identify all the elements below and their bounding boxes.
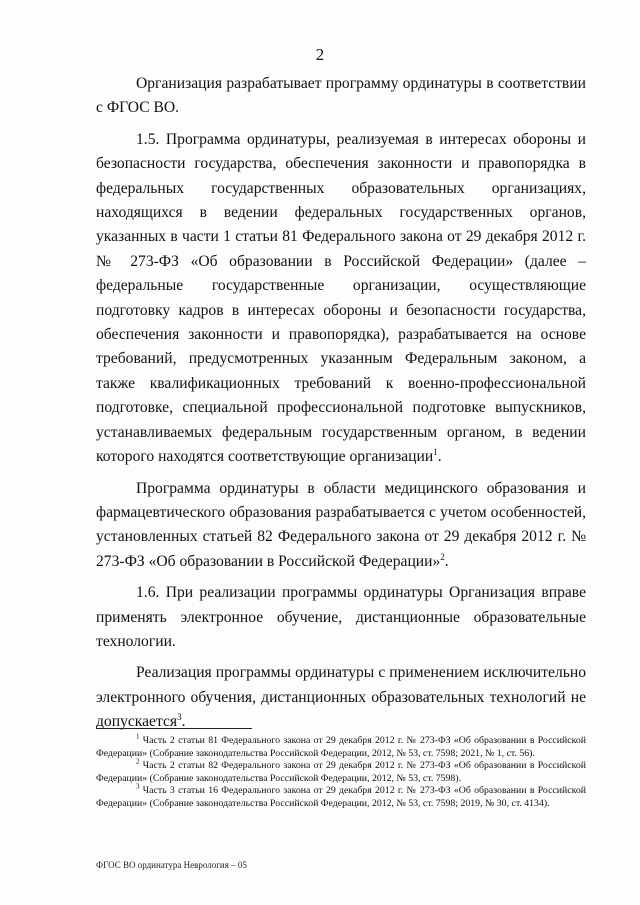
paragraph-medical-education: [96, 477, 586, 575]
paragraph-medical-education-text: Программа ординатуры в области медицинского образования и фармацевтического образования разрабатывается с учетом особенностей, установленных статьей 82 Федерального закона от 29 декабря 2012 г. № 273-ФЗ «Об образовании в Российской Федерации»: [96, 479, 586, 570]
footnote-1: [96, 732, 587, 760]
main-text: [96, 72, 586, 735]
footnote-ref-2[interactable]: 2: [440, 551, 445, 562]
paragraph-1-5: [96, 128, 586, 470]
footnote-2-text: Часть 2 статьи 82 Федерального закона от 29 декабря 2012 г. № 273-ФЗ «Об образовании в Российской Федерации» (Собрание законодательства Российской Федерации, 2012, № 53, ст. 7598).: [96, 760, 587, 784]
footnote-1-marker: 1: [136, 732, 140, 741]
footnote-2: [96, 757, 587, 785]
paragraph-e-learning: [96, 661, 586, 734]
paragraph-1-5-text: 1.5. Программа ординатуры, реализуемая в интересах обороны и безопасности государства, обеспечения законности и правопорядка в федеральных государственных образовательных организациях, находящихся в ведении федеральных государственных органов, указанных в части 1 статьи 81 Федерального закона от 29 декабря 2012 г. № 273-ФЗ «Об образовании в Российской Федерации» (далее – федеральные государственные организации, осуществляющие подготовку кадров в интересах обороны и безопасности государства, обеспечения законности и правопорядка), разрабатывается на основе требований, предусмотренных указанным Федеральным законом, а также квалификационных требований к военно-профессиональной подготовке, специальной профессиональной подготовке выпускников, устанавливаемых федеральным государственным органом, в ведении которого находятся соответствующие организации: [96, 130, 586, 466]
footnote-separator: [96, 728, 252, 729]
footnote-2-marker: 2: [136, 757, 140, 766]
paragraph-1-5-end: .: [437, 448, 442, 466]
paragraph-program-development: Организация разрабатывает программу ординатуры в соответствии с ФГОС ВО.: [96, 75, 586, 117]
footnote-3: [96, 785, 586, 810]
footnote-ref-3[interactable]: 3: [177, 711, 182, 722]
paragraph-e-learning-end: .: [181, 713, 186, 731]
footnotes: [96, 732, 587, 811]
paragraph-medical-education-end: .: [444, 552, 449, 570]
footnote-1-text: Часть 2 статьи 81 Федерального закона от 29 декабря 2012 г. № 273-ФЗ «Об образовании в Российской Федерации» (Собрание законодательства Российской Федерации, 2012, № 53, ст. 7598; 2021, № 1, ст. 56).: [96, 735, 587, 759]
paragraph-e-learning-text: Реализация программы ординатуры с применением исключительно электронного обучения, дистанционных образовательных технологий не допускается: [96, 664, 586, 731]
footnote-ref-1[interactable]: 1: [433, 446, 438, 457]
page-number: 2: [315, 45, 325, 64]
document-footer-label: ФГОС ВО ординатура Неврология – 05: [96, 860, 247, 870]
paragraph-1-6: 1.6. При реализации программы ординатуры Организация вправе применять электронное обучение, дистанционные образовательные технологии.: [96, 584, 586, 650]
footnote-3-marker: 3: [136, 783, 140, 792]
footnote-3-text: Часть 3 статьи 16 Федерального закона от 29 декабря 2012 г. № 273-ФЗ «Об образовании в Российской Федерации» (Собрание законодательства Российской Федерации, 2012, № 53, ст. 7598; 2019, № 30, ст. 4134).: [96, 785, 587, 809]
